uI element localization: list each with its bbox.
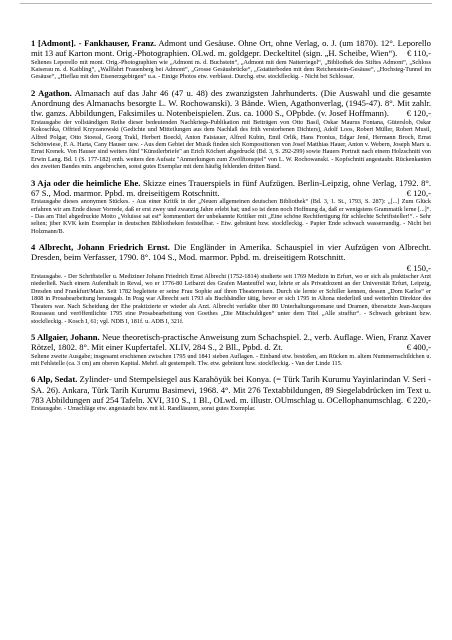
entry-note: Seltene zweite Ausgabe; insgesamt erschienen zwischen 1795 und 1841 sieben Auflagen. - Einband etw. bestoßen, am Rücken m. altem Nummernschildchen u. mit Fehlstelle (ca. 3 cm) am oberen Kapital. Mehrf. alt gestempelt. Tlw. etw. gebräunt bzw. stockfleckig. - Van der Linde 115.	[31, 352, 431, 367]
entry-note: Erstausgabe. - Umschläge etw. angestaubt bzw. mit kl. Randläsuren, sonst gutes Exemplar.	[31, 405, 256, 413]
entry-headline	[31, 88, 431, 119]
entry-headline	[31, 242, 431, 263]
catalog-entry	[31, 88, 431, 171]
catalog-entry	[31, 374, 431, 412]
entry-description: Admont und Gesäuse. Ohne Ort, ohne Verlag, o. J. (um 1870). 12°. Leporello mit 13 auf Karton mont. Orig.-Photographien. OLwd. m. goldgepr. Deckeltitel (sign. „H. Scheibe, Wien“).	[31, 38, 431, 59]
entry-title: 2 Agathon.	[31, 87, 72, 98]
entry-headline	[31, 332, 431, 353]
catalog-entry	[31, 242, 431, 325]
entry-title: 3 Aja oder die heimliche Ehe.	[31, 177, 141, 188]
entry-description: Die Engländer in Amerika. Schauspiel in vier Aufzügen von Albrecht. Dresden, beim Verfasser, 1790. 8°. 104 S., Mod. marmor. Ppbd. m. dreiseitigem Rotschnitt.	[31, 242, 431, 263]
top-divider	[20, 3, 432, 4]
entry-headline	[31, 374, 431, 405]
entry-price: € 150,-	[406, 262, 431, 273]
catalog-entry	[31, 178, 431, 236]
entry-title: 6 Alp, Sedat.	[31, 374, 78, 385]
entry-title: 4 Albrecht, Johann Friedrich Ernst.	[31, 242, 170, 253]
entry-headline	[31, 38, 431, 59]
entry-headline	[31, 178, 431, 199]
entry-title: 1 [Admont]. - Fankhauser, Franz.	[31, 38, 157, 48]
entry-price: € 120,-	[406, 187, 431, 198]
entry-note: Erstausgabe der vollständigen Reihe dieser bedeutenden Nachkriegs-Publikation mit Beiträgen von Otto Basil, Oskar Maurus Fontana, Gütersloh, Oskar Kokoschka, Offried Krzyzanowski (Gedichte und Mitteilungen aus dem Nachlaß des früh verstorbenen Dichters), Adolf Loos, Robert Müller, Robert Musil, Alfred Polgar, Otto Stoessl, Georg Trakl, Herbert Boeckl, Anton Faistauer, Alfred Kubin, Emil Orlik, Hans Fronius, Edgar Jené, Hermann Broch, Ernst Schönwiese, F. A. Harta, Cany Hauser usw. - Aus dem Gebiet der Musik finden sich Kompositionen von Josef Matthias Hauer, Anton v. Webern, Joseph Marx u. Ernst Krenek. Von Hauser sind weiters fünf "Künstlerbriefe" an Erich Köchert abgedruckt (Bd. 3, S. 292-299) sowie Hauers Portrait nach einem Holzschnitt von Erwin Lang. Bd. 1 (S. 177-182) enth. weiters den Aufsatz "Anmerkungen zum Zwölftonspiel" von L. W. Rochowanski. - Kopfschnitt angestaubt. Rückenkanten des zweiten Bandes min. angebrochen, sonst gutes Exemplar mit dem häufig fehlenden dritten Band.	[31, 118, 431, 171]
entry-note: Erstausgabe dieses anonymen Stückes. - Aus einer Kritik in der „Neuen allgemeinen deutschen Bibliothek“ (Bd. 3, 1. St., 1793, S. 287): „[...] Zum Glück erfahren wir am Ende dieser Vorrede, daß er erst zwey und zwanzig Jahre erlebt hat; und so ist denn noch Hoffnung da, daß er wenigstens Grammatik lerne [...]“. - Das am Titel abgedruckte Motto „Voluisse sat est“ kommentiert der unbekannte Kritiker mit „Eine schöne Rechtfertigung für schlechte Schriftsteller!“. - Sehr selten; jiber KVK kein Exemplar in deutschen Bibliotheken feststellbar. - Etw. gebräunt bzw. stockfleckig. - Papier Ende schwach wasserrandig. - Nicht bei Holzmann/B.	[31, 198, 431, 235]
entry-description: Skizze eines Trauerspiels in fünf Aufzügen. Berlin-Leipzig, ohne Verlag, 1792. 8°. 67 S., Mod. marmor. Ppbd. m. dreiseitigem Rotschnitt.	[31, 177, 431, 198]
entry-price: € 110,-	[406, 48, 431, 59]
entry-note: Erstausgabe. - Der Schriftsteller u. Mediziner Johann Friedrich Ernst Albrecht (1752-1814) studierte seit 1769 Medizin in Erfurt, wo er sich als praktischer Arzt niederließ. Nach einem Aufenthalt in Reval, wo er 1776-80 Leibarzt des Grafen Manteuffel war, lehrte er als Privatdozent an der Universität Erfurt, Leipzig, Dresden und Frankfurt/Main. Seit 1782 begleitete er seine Frau Sophie auf ihren Theaterreisen. Durch sie lernte er Schiller kennen, dessen „Dom Karlos“ er 1808 in Prosabearbeitung herausgab. In Prag war Albrecht seit 1793 als Buchhändler tätig, bevor er sich 1795 in Altona niederließ und weiterhin Direktor des Theaters war. Nach Scheidung der Ehe praktizierte er wieder als Arzt. Albrecht verfaßte über 80 Unterhaltungsromane und Dramen, übersetzte Jean-Jacques Rousseau und veröffentlichte 1795 eine Prosabearbeitung von Goethes „Die Mitschuldigen“ unter dem Titel „Alle straffur“. - Schwach gebräunt bzw. stockfleckig. - Kosch I, 61; vgl. NDB I, 181f. u. ADB I, 321f.	[31, 273, 431, 325]
entry-note: Seltenes Leporello mit mont. Orig.-Photographien wie „Admont m. d. Buchstein“, „Admont mit dem Natterriegel“, „Bibliothek des Stiftes Admont“, „Schloss Kaiserau m. d. Kaibling“, „Wallfahrt Frauenberg bei Admont“, „Grosse Gesäusbrücke“, „Gstatterboden mit dem Reichenstein-Gesäuse“, „Hochsteg-Tunnel im Gesäuse“, „Hieflau mit den Eisenerzgebirgen“ u.a. - Einige Photos etw. verblasst. Durchg. etw. stockfleckig. - Nicht bei Schlossar.	[31, 58, 431, 81]
entry-description: Neue theoretisch-practische Anweisung zum Schachspiel. 2., verb. Auflage. Wien, Franz Xaver Rötzel, 1802. 8°. Mit einer Kupfertafel. XLIV, 284 S., 2 Bll., Ppbd. d. Zt.	[31, 331, 432, 353]
catalog-entry	[31, 332, 431, 367]
entry-price: € 400,-	[406, 342, 431, 353]
entry-price: € 120,-	[406, 108, 431, 119]
entry-title: 5 Allgaier, Johann.	[31, 331, 100, 342]
catalog-entries	[31, 38, 431, 420]
catalog-entry	[31, 38, 431, 81]
entry-price: € 220,-	[406, 394, 431, 405]
entry-description: Almanach auf das Jahr 46 (47 u. 48) des zwanzigsten Jahrhunderts. (Die Auswahl und die gesamte Anordnung des Almanachs besorgte L. W. Rochowanski). 3 Bände. Wien, Agathonverlag, (1945-47). 8°. Mit zahlr. tlw. ganzs. Abbildungen, Faksimiles u. Notenbeispielen. Zus. ca. 1000 S., OPpbde. (v. Josef Hoffmann).	[31, 87, 431, 119]
entry-description: Zylinder- und Stempelsiegel aus Karahöyük bei Konya. (= Türk Tarih Kurumu Yayinlarindan V. Seri - SA. 26). Ankara, Türk Tarih Kurumu Basimevi, 1968. 4°. Mit 276 Textabbildungen, 89 Siegelabdrücken im Text u. 783 Abbildungen auf 254 Tafeln. XVI, 310 S., 1 Bl., OLwd. m. illustr. OUmschlag u. OCellophanumschlag.	[31, 374, 432, 405]
